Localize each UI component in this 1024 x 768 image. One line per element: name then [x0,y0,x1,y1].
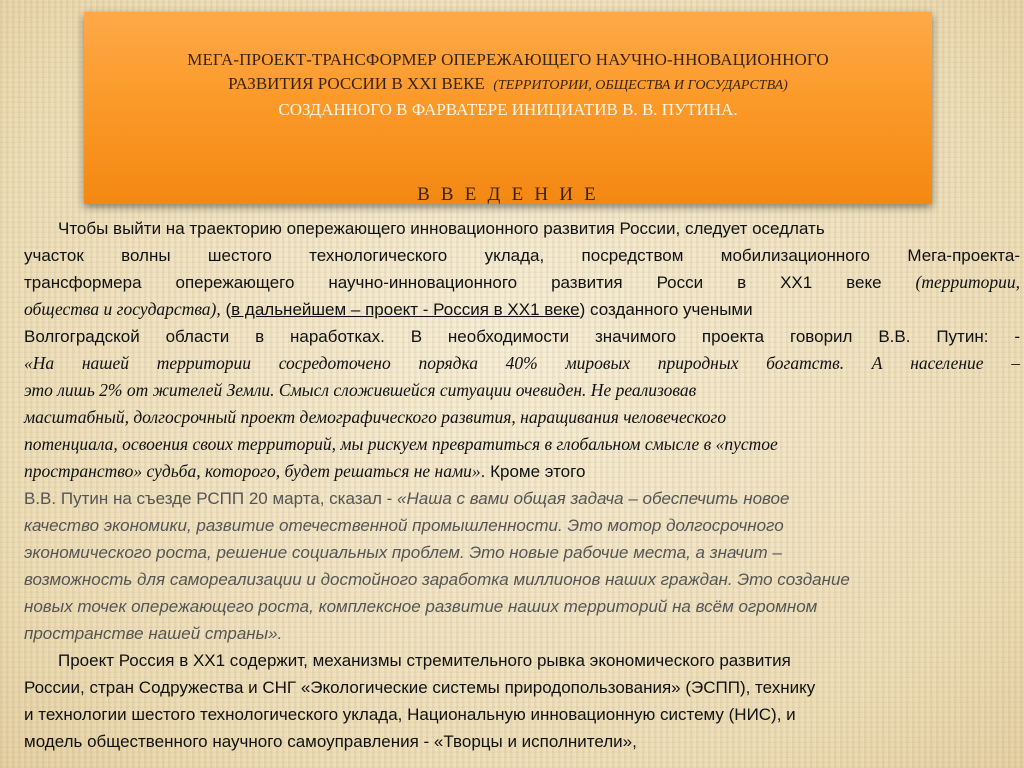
body-text [24,215,1020,755]
text-line: Чтобы выйти на траекторию опережающего инновационного развития России, следует оседлать [58,219,825,238]
quote-line: потенциала, освоения своих территорий, мы рискуем превратиться в глобальном смысле в «пустое [24,434,778,454]
quote-line: пространстве нашей страны». [24,624,283,643]
text-run-italic: общества и государства), [24,299,221,319]
quote-line: качество экономики, развитие отечественной промышленности. Это мотор долгосрочного [24,516,784,535]
section-title: В В Е Д Е Н И Е [417,184,599,205]
quote-line: новых точек опережающего роста, комплексное развитие наших территорий на всём огромном [24,597,818,616]
text-run: В.В. Путин на съезде РСПП 20 марта, сказал - [24,489,398,508]
text-line [24,458,1020,485]
text-line: Волгоградской области в наработках. В необходимости значимого проекта говорил В.В. Путин: - [24,327,1020,346]
text-line: участок волны шестого технологического уклада, посредством мобилизационного Мега-проекта- [24,246,1020,265]
text-line: России, стран Содружества и СНГ «Экологические системы природопользования» (ЭСПП), технику [24,678,816,697]
title-line-2 [84,74,932,94]
text-run: трансформера опережающего научно-инновационного развития Росси в XX1 веке [24,273,916,292]
text-line [24,269,1020,296]
quote-line: экономического роста, решение социальных проблем. Это новые рабочие места, а значит – [24,543,782,562]
text-run: . Кроме этого [480,462,586,481]
title-line-2-main: РАЗВИТИЯ РОССИИ В XXI ВЕКЕ [228,74,485,93]
quote-line: возможность для самореализации и достойного заработка миллионов наших граждан. Это создание [24,570,850,589]
quote-line: масштабный, долгосрочный проект демографического развития, наращивания человеческого [24,407,727,427]
text-line [24,485,1020,512]
text-run-italic: «Наша с вами общая задача – обеспечить новое [397,489,790,508]
text-line [24,296,1020,323]
text-run: ( [220,300,232,319]
quote-line: «На нашей территории сосредоточено порядка 40% мировых природных богатств. А население – [24,353,1020,373]
title-line-3: СОЗДАННОГО В ФАРВАТЕРЕ ИНИЦИАТИВ В. В. ПУТИНА. [278,100,738,119]
text-line: и технологии шестого технологического уклада, Национальную инновационную систему (НИС), и [24,705,796,724]
title-line-1: МЕГА-ПРОЕКТ-ТРАНСФОРМЕР ОПЕРЕЖАЮЩЕГО НАУЧНО-ННОВАЦИОННОГО [187,50,829,69]
text-line: модель общественного научного самоуправления - «Творцы и исполнители», [24,732,637,751]
title-banner [84,12,932,204]
text-line: Проект Россия в XX1 содержит, механизмы стремительного рывка экономического развития [58,651,791,670]
title-line-2-italic: (ТЕРРИТОРИИ, ОБЩЕСТВА И ГОСУДАРСТВА) [493,78,788,93]
underlined-link[interactable]: в дальнейшем – проект - Россия в XX1 веке [231,300,580,319]
quote-run: пространство» судьба, которого, будет решаться не нами» [24,461,481,481]
quote-line: это лишь 2% от жителей Земли. Смысл сложившейся ситуации очевиден. Не реализовав [24,380,697,400]
text-run-italic: (территории, [915,272,1020,292]
text-run: ) созданного учеными [579,300,753,319]
